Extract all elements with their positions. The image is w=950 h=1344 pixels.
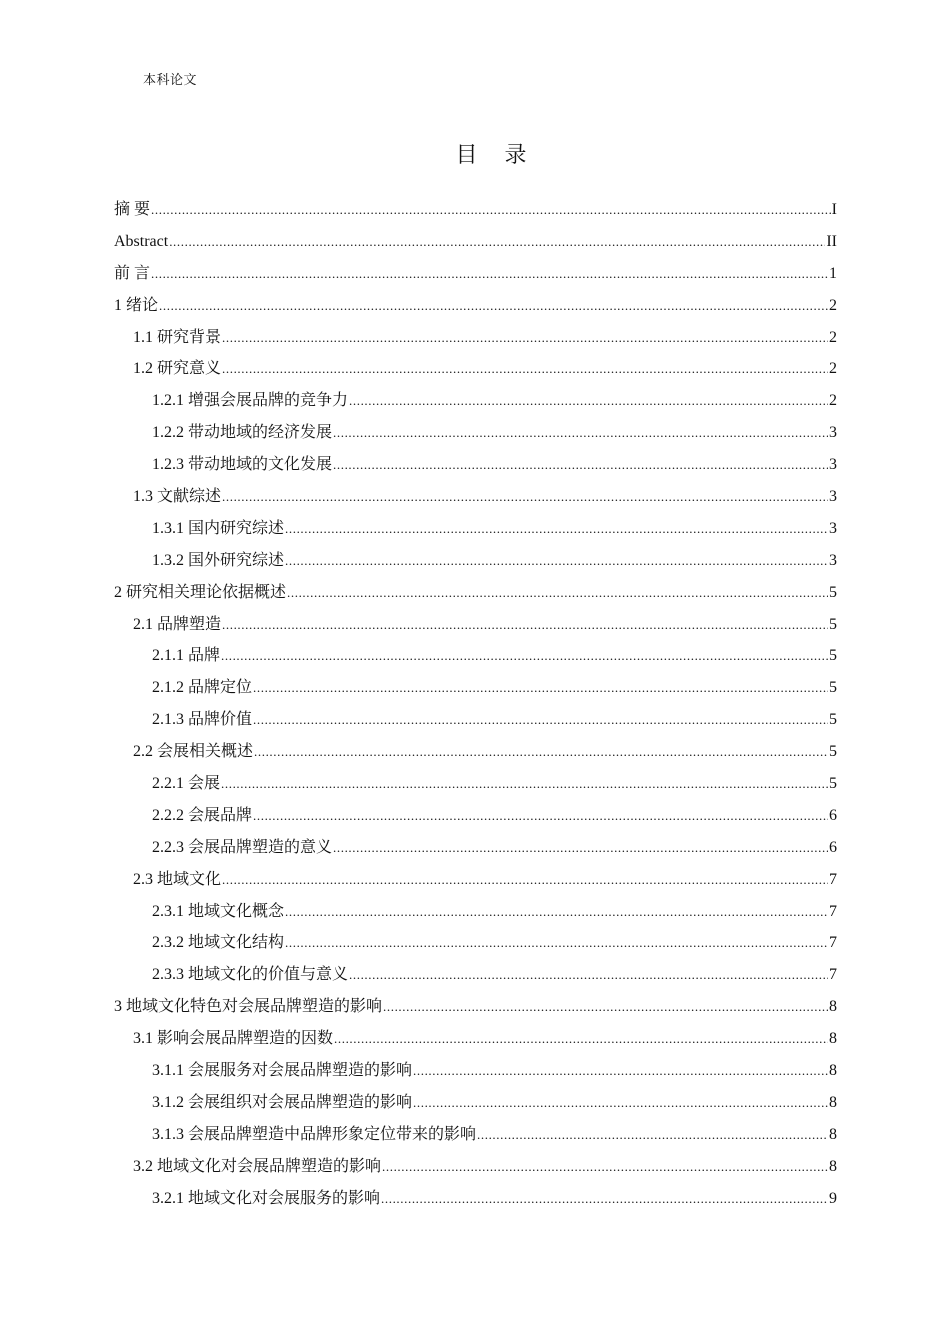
toc-entry[interactable] [114,959,837,991]
toc-entry[interactable] [114,545,837,577]
toc-entry[interactable] [114,417,837,449]
toc-entry-label: 1 绪论 [114,296,159,314]
toc-page-number: 2 [829,392,837,410]
toc-dot-leader [413,1087,828,1119]
toc-page-number: 8 [829,1030,837,1048]
toc-entry-label: 1.1 研究背景 [133,328,222,346]
toc-page-number: 5 [829,615,837,633]
toc-entry-label: 3.1.3 会展品牌塑造中品牌形象定位带来的影响 [152,1125,477,1143]
toc-entry-label: 3 地域文化特色对会展品牌塑造的影响 [114,998,383,1016]
toc-page-number: 3 [829,424,837,442]
toc-dot-leader [169,226,825,258]
toc-dot-leader [253,800,828,832]
toc-page-number: 3 [829,488,837,506]
toc-page-number: I [831,201,837,218]
toc-page-number: 1 [829,264,837,282]
toc-page-number: 2 [829,296,837,314]
toc-entry[interactable] [114,736,837,768]
toc-entry-label: 摘 要 [114,201,151,218]
toc-entry[interactable] [114,449,837,481]
toc-entry[interactable] [114,1055,837,1087]
toc-page-number: 8 [829,998,837,1016]
toc-entry[interactable] [114,609,837,641]
toc-entry-label: 2.1 品牌塑造 [133,615,222,633]
toc-entry-label: 2.3.1 地域文化概念 [152,902,285,920]
toc-entry-label: 3.1.2 会展组织对会展品牌塑造的影响 [152,1093,413,1111]
toc-page-number: 7 [829,934,837,952]
table-of-contents [114,194,837,1215]
toc-entry-label: 3.1.1 会展服务对会展品牌塑造的影响 [152,1062,413,1080]
toc-entry[interactable] [114,1183,837,1215]
toc-entry[interactable] [114,768,837,800]
toc-entry[interactable] [114,1119,837,1151]
toc-dot-leader [159,290,828,322]
toc-dot-leader [285,545,828,577]
toc-dot-leader [151,258,828,290]
toc-dot-leader [221,768,828,800]
toc-dot-leader [253,704,828,736]
toc-entry-label: 2.2 会展相关概述 [133,743,254,761]
toc-entry[interactable] [114,640,837,672]
toc-entry-label: 2.3.3 地域文化的价值与意义 [152,966,349,984]
toc-dot-leader [222,481,828,513]
toc-entry-label: 1.2.1 增强会展品牌的竞争力 [152,392,349,410]
toc-dot-leader [221,640,828,672]
toc-entry-label: 前 言 [114,264,151,282]
toc-entry[interactable] [114,991,837,1023]
toc-entry-label: 1.2.3 带动地域的文化发展 [152,456,333,474]
toc-entry-label: 3.1 影响会展品牌塑造的因数 [133,1030,334,1048]
toc-page-number: 5 [829,647,837,665]
toc-entry-label: 2.3.2 地域文化结构 [152,934,285,952]
toc-title: 目 录 [455,143,537,168]
toc-entry[interactable] [114,226,837,258]
toc-dot-leader [222,864,828,896]
toc-page-number: 8 [829,1157,837,1175]
toc-entry[interactable] [114,577,837,609]
toc-page-number: 2 [829,360,837,378]
toc-dot-leader [151,194,831,226]
toc-page-number: II [826,232,837,250]
toc-entry[interactable] [114,1151,837,1183]
toc-entry-label: 1.3 文献综述 [133,488,222,506]
toc-page-number: 5 [829,775,837,793]
toc-entry[interactable] [114,927,837,959]
toc-dot-leader [222,609,828,641]
toc-page-number: 8 [829,1125,837,1143]
toc-page-number: 3 [829,519,837,537]
toc-page-number: 6 [829,838,837,856]
toc-dot-leader [477,1119,828,1151]
toc-entry-label: 2.1.3 品牌价值 [152,711,253,729]
toc-entry[interactable] [114,896,837,928]
toc-page-number: 9 [829,1189,837,1207]
toc-entry[interactable] [114,353,837,385]
toc-entry-label: 2.1.2 品牌定位 [152,679,253,697]
toc-entry[interactable] [114,481,837,513]
toc-entry-label: 2 研究相关理论依据概述 [114,583,287,601]
toc-page-number: 3 [829,456,837,474]
toc-dot-leader [381,1183,828,1215]
toc-entry[interactable] [114,1087,837,1119]
toc-entry[interactable] [114,258,837,290]
toc-entry[interactable] [114,385,837,417]
toc-dot-leader [334,1023,828,1055]
toc-entry[interactable] [114,864,837,896]
toc-entry[interactable] [114,832,837,864]
toc-dot-leader [222,322,828,354]
toc-dot-leader [349,385,828,417]
toc-dot-leader [413,1055,828,1087]
toc-dot-leader [383,991,828,1023]
toc-page-number: 8 [829,1062,837,1080]
toc-dot-leader [285,896,828,928]
toc-dot-leader [254,736,828,768]
toc-page-number: 6 [829,806,837,824]
toc-dot-leader [333,449,828,481]
toc-entry-label: 1.2 研究意义 [133,360,222,378]
toc-entry-label: 2.2.3 会展品牌塑造的意义 [152,838,333,856]
toc-entry-label: 3.2 地域文化对会展品牌塑造的影响 [133,1157,382,1175]
toc-dot-leader [349,959,828,991]
toc-page-number: 2 [829,328,837,346]
toc-dot-leader [285,927,828,959]
toc-entry-label: 1.2.2 带动地域的经济发展 [152,424,333,442]
toc-dot-leader [287,577,828,609]
toc-page-number: 3 [829,551,837,569]
toc-dot-leader [333,417,828,449]
toc-entry-label: Abstract [114,232,169,250]
page-header: 本科论文 [143,72,198,87]
toc-entry[interactable] [114,704,837,736]
toc-page-number: 5 [829,711,837,729]
toc-entry[interactable] [114,672,837,704]
toc-entry[interactable] [114,800,837,832]
toc-entry-label: 2.2.1 会展 [152,775,221,793]
toc-page-number: 5 [829,583,837,601]
toc-entry-label: 1.3.1 国内研究综述 [152,519,285,537]
toc-entry-label: 2.2.2 会展品牌 [152,806,253,824]
toc-dot-leader [285,513,828,545]
toc-page-number: 7 [829,966,837,984]
toc-entry[interactable] [114,322,837,354]
toc-page-number: 7 [829,902,837,920]
toc-page-number: 5 [829,679,837,697]
toc-page-number: 8 [829,1093,837,1111]
toc-entry-label: 2.1.1 品牌 [152,647,221,665]
toc-entry-label: 1.3.2 国外研究综述 [152,551,285,569]
toc-dot-leader [253,672,828,704]
toc-entry[interactable] [114,1023,837,1055]
toc-entry[interactable] [114,194,837,226]
toc-page-number: 7 [829,870,837,888]
toc-entry-label: 2.3 地域文化 [133,870,222,888]
toc-dot-leader [222,353,828,385]
toc-page-number: 5 [829,743,837,761]
toc-dot-leader [333,832,828,864]
toc-entry[interactable] [114,513,837,545]
toc-entry[interactable] [114,290,837,322]
toc-dot-leader [382,1151,828,1183]
toc-entry-label: 3.2.1 地域文化对会展服务的影响 [152,1189,381,1207]
